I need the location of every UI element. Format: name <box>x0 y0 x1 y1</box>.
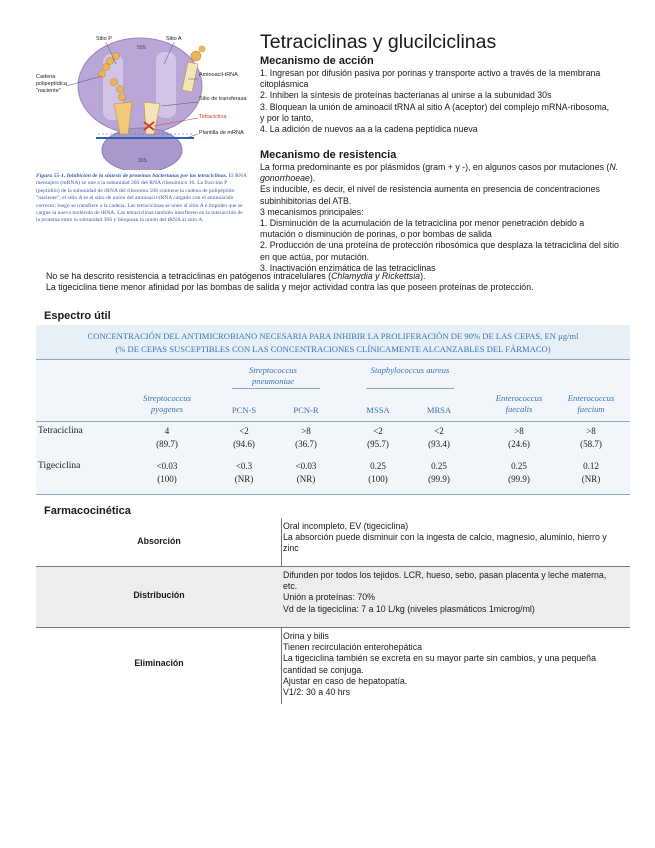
intro-pre: La forma predominante es por plásmidos (gram + y -), en algunos casos por mutaciones ( <box>260 162 610 172</box>
table-cell: >8 (36.7) <box>295 426 317 449</box>
resistencia-line3: 3 mecanismos principales: <box>260 206 364 217</box>
group-staph-label: Staphylococcus aureus <box>370 365 450 375</box>
mecanismo-accion-list <box>260 68 615 135</box>
col-header: MSSA <box>366 405 390 415</box>
pk-line: Unión a proteínas: 70% <box>283 592 375 603</box>
col-header: MRSA <box>426 405 452 415</box>
heading-espectro: Espectro útil <box>44 310 111 322</box>
note1-post: ). <box>420 271 426 281</box>
label-tetraciclina: Tetraciclina <box>199 114 227 120</box>
list-item: 2. Producción de una proteína de protección ribosómica que desplaza la tetraciclina del sitio en que actúa, por mutación. <box>260 240 619 262</box>
table-cell: <2 (95.7) <box>367 426 389 449</box>
list-item: 1. Ingresan por difusión pasiva por porinas y transporte activo a través de la membrana citoplásmica <box>260 68 601 90</box>
notes-block <box>46 271 626 293</box>
list-item: 3. Inactivación enzimática de las tetraciclinas <box>260 262 436 273</box>
table-cell: 0.12 (NR) <box>581 461 601 484</box>
pk-line: Oral incompleto, EV (tigeciclina) <box>283 521 409 531</box>
group-staph <box>370 365 450 376</box>
pk-value <box>283 521 613 555</box>
list-item: 3. Bloquean la unión de aminoacil tRNA al sitio A (aceptor) del complejo mRNA-ribosoma, y por lo tanto, <box>260 101 610 123</box>
table-cell: 4 (89.7) <box>156 426 178 449</box>
table-cell: <0.3 (NR) <box>234 461 254 484</box>
figure-caption <box>36 173 248 225</box>
row-label-tigeciclina: Tigeciclina <box>38 461 81 471</box>
pk-value <box>283 631 613 698</box>
heading-mecanismo-resistencia: Mecanismo de resistencia <box>260 149 397 161</box>
espectro-table-title <box>36 325 630 359</box>
group-strep <box>228 365 318 387</box>
pk-line: Vd de la tigeciclina: 7 a 10 L/kg (niveles plasmáticos 1microg/ml) <box>283 603 535 614</box>
pk-line: Tienen recirculación enterohepática <box>283 642 423 653</box>
pk-label-absorcion: Absorción <box>137 536 181 546</box>
table-title-line1: CONCENTRACIÓN DEL ANTIMICROBIANO NECESARIA PARA INHIBIR LA PROLIFERACIÓN DE 90% DE LAS CEPAS, EN μg/ml <box>87 331 579 341</box>
label-50s: 50S <box>137 45 146 51</box>
resistencia-line2: Es inducible, es decir, el nivel de resistencia aumenta en presencia de concentraciones subinhibitorias del ATB. <box>260 184 600 206</box>
resistencia-intro <box>260 162 620 184</box>
table-cell: 0.25 (99.9) <box>428 461 450 484</box>
pk-value <box>283 570 613 615</box>
table-cell: <2 (94.6) <box>233 426 255 449</box>
espectro-table <box>36 325 630 495</box>
label-aminoacil: Aminoacil-tRNA <box>199 72 238 78</box>
table-cell: 0.25 (100) <box>368 461 388 484</box>
intro-italic: N. gonorrhoeae <box>260 162 619 184</box>
table-cell: <0.03 (100) <box>156 461 178 484</box>
col-header: Streptococcus pyogenes <box>143 393 191 414</box>
ribosome-figure <box>36 34 248 170</box>
pk-line: Difunden por todos los tejidos. LCR, hueso, sebo, pasan placenta y leche materna, etc. <box>283 570 607 592</box>
table-cell: 0.25 (99.9) <box>508 461 530 484</box>
col-header: PCN-S <box>231 405 257 415</box>
note1-pre: No se ha descrito resistencia a tetraciclinas en patógenos intracelulares ( <box>46 271 332 281</box>
note-2: La tigeciclina tiene menor afinidad por las bombas de salida y mejor actividad contra las que poseen proteínas de protección. <box>46 282 534 293</box>
pk-line: Ajustar en caso de hepatopatía. <box>283 675 408 686</box>
caption-lead: Figura 55-1. Inhibición de la síntesis de proteínas bacterianas por las tetraciclinas. <box>36 173 228 179</box>
group-strep-label: Streptococcus pneumoniae <box>249 365 297 386</box>
table-title-line2: (% DE CEPAS SUSCEPTIBLES CON LAS CONCENTRACIONES CLÍNICAMENTE ALCANZABLES DEL FÁRMACO) <box>115 344 551 354</box>
caption-rest: El RNA mensajero (mRNA) se une a la subunidad 30S del RNA ribosómico 16. La fracción P (peptidilo) de la subunidad de rRNA del ribosoma 50S contiene la cadena de polipéptido "naciente"; el sitio A es el sitio de unión del aminoacil-tRNA cargado con el aminoácido correcto; luego se transfiere a la cadena. Las tetraciclinas se unen al sitio A e impiden que se cargue la nueva molécula de tRNA. Las tetraciclinas también interfieren en la interacción de la proteína entre la subunidad 30S y bloquean la unión del tRNA al sitio A. <box>36 173 247 224</box>
pk-label-distribucion: Distribución <box>133 590 185 600</box>
table-row <box>36 567 630 627</box>
label-cadena: Cadena polipeptídica "naciente" <box>36 74 67 94</box>
label-transferasa: Sitio de transferasa <box>199 96 247 102</box>
table-cell: >8 (24.6) <box>508 426 530 449</box>
table-cell: >8 (58.7) <box>580 426 602 449</box>
row-label-tetraciclina: Tetraciclina <box>38 426 83 436</box>
col-header: PCN-R <box>293 405 319 415</box>
table-cell: <2 (93.4) <box>428 426 450 449</box>
note-1 <box>46 271 626 282</box>
label-sitio-a: Sitio A <box>166 36 182 42</box>
list-item: 2. Inhiben la síntesis de proteínas bacterianas al unirse a la subunidad 30s <box>260 90 552 101</box>
mecanismo-resistencia-block <box>260 162 620 274</box>
heading-mecanismo-accion: Mecanismo de acción <box>260 55 374 67</box>
table-row <box>36 628 630 704</box>
page-title: Tetraciclinas y glucilciclinas <box>260 31 497 53</box>
pk-line: La absorción puede disminuir con la ingesta de calcio, magnesio, aluminio, hierro y zinc <box>283 532 607 554</box>
label-30s: 30S <box>138 158 147 164</box>
pk-label-eliminacion: Eliminación <box>134 658 184 668</box>
pk-line: V1/2: 30 a 40 hrs <box>283 687 350 698</box>
pk-line: Orina y bilis <box>283 631 329 641</box>
note1-italic: Chlamydia y Rickettsia <box>331 271 421 281</box>
list-item: 4. La adición de nuevos aa a la cadena peptídica nueva <box>260 124 478 135</box>
col-header: Enterococcus faecalis <box>495 393 543 414</box>
intro-post: ). <box>309 173 316 184</box>
label-sitio-p: Sitio P <box>96 36 112 42</box>
pk-line: La tigeciclina también se excreta en su mayor parte sin cambios, y una pequeña cantidad se conjuga. <box>283 653 596 675</box>
heading-farmacocinetica: Farmacocinética <box>44 505 131 517</box>
col-header: Enterococcus faecium <box>567 393 615 414</box>
label-mrna: Plantilla de mRNA <box>199 130 244 136</box>
list-item: 1. Disminución de la acumulación de la tetraciclina por menor penetración debido a mutación o disminución de porinas, o por bombas de salida <box>260 218 585 240</box>
table-cell: <0.03 (NR) <box>295 461 317 484</box>
table-row <box>36 518 630 566</box>
